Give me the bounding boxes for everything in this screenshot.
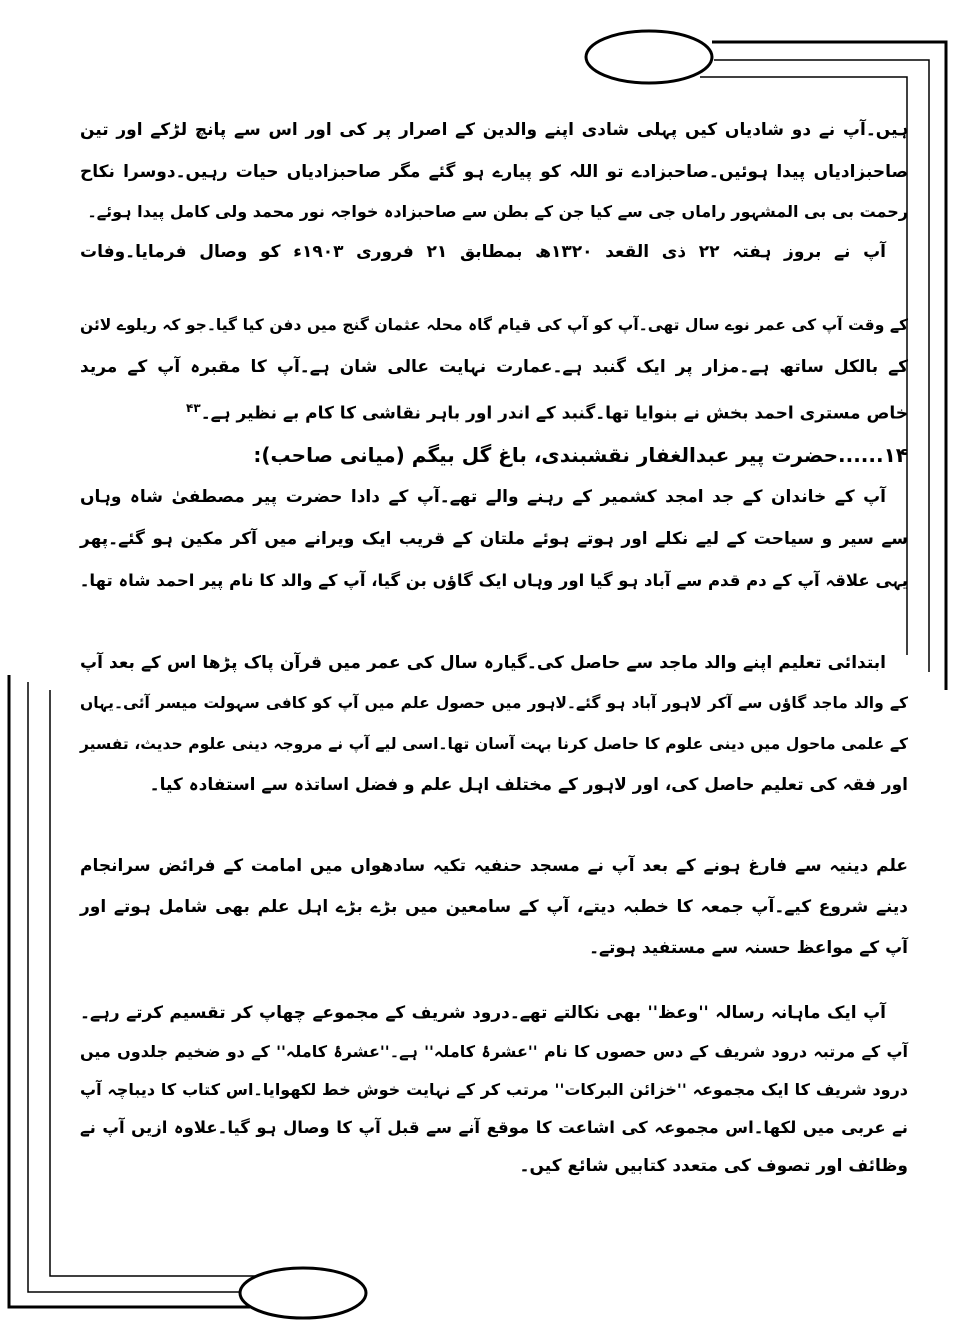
text-line: اور فقہ کی تعلیم حاصل کی، اور لاہور کے مختلف اہل علم و فضل اساتذہ سے استفادہ کیا۔ [149, 775, 908, 795]
text-line: آپ ایک ماہانہ رسالہ ''وعظ'' بھی نکالتے تھے۔درود شریف کے مجموعے چھاپ کر تقسیم کرتے رہے۔ [80, 1003, 886, 1023]
text-line: یہی علاقہ آپ کے دم قدم سے آباد ہو گیا اور وہاں ایک گاؤں بن گیا، آپ کے والد کا نام پیر احمد شاہ تھا۔ [79, 571, 908, 590]
text-line [80, 393, 908, 423]
text-line: کے وقت آپ کی عمر نوے سال تھی۔آپ کو آپ کی قیام گاہ محلہ عثمان گنج میں دفن کیا گیا۔جو کہ ریلوے لائن [80, 316, 908, 334]
text-line: کے علمی ماحول میں دینی علوم کا حاصل کرنا بہت آسان تھا۔اسی لیے آپ نے مروجہ دینی علوم حدیث، تفسیر [80, 735, 908, 753]
text-line: کے والد ماجد گاؤں سے آکر لاہور آباد ہو گئے۔لاہور میں حصول علم میں آپ کو کافی سہولت میسر آئی۔یہاں [80, 694, 908, 712]
top-oval-ornament [586, 31, 712, 83]
text-line: رحمت بی بی المشہور راماں جی سے کیا جن کے بطن سے صاحبزادہ خواجہ نور محمد ولی کامل پیدا ہوئے۔ [87, 202, 908, 221]
text-line: آپ کے مواعظ حسنہ سے مستفید ہوتے۔ [589, 938, 908, 958]
text-line: کے بالکل ساتھ ہے۔مزار پر ایک گنبد ہے۔عمارت نہایت عالی شان ہے۔آپ کا مقبرہ آپ کے مرید [80, 357, 908, 377]
text-line: ہیں۔آپ نے دو شادیاں کیں پہلی شادی اپنے والدین کے اصرار پر کی اور اس سے پانچ لڑکے اور تین [80, 120, 908, 140]
text-line: نے عربی میں لکھا۔اس مجموعہ کی اشاعت کا موقع آنے سے قبل آپ کا وصال ہو گیا۔علاوہ ازیں آپ نے [80, 1118, 908, 1137]
bottom-oval-ornament [240, 1268, 366, 1318]
text-line: دینے شروع کیے۔آپ جمعہ کا خطبہ دیتے، آپ کے سامعین میں بڑے بڑے اہل علم بھی شامل ہوتے اور [80, 897, 908, 917]
text-line: وظائف اور تصوف کی متعدد کتابیں شائع کیں۔ [519, 1156, 908, 1176]
footnote-marker: ۴۳ [186, 401, 201, 415]
text-line: آپ کے خاندان کے جد امجد کشمیر کے رہنے والے تھے۔آپ کے دادا حضرت پیر مصطفیٰ شاہ وہاں [80, 487, 886, 507]
text-line: صاحبزادیاں پیدا ہوئیں۔صاحبزادے تو اللہ کو پیارے ہو گئے مگر صاحبزادیاں حیات رہیں۔دوسرا نکاح [80, 162, 908, 182]
text-line: آپ کے مرتبہ درود شریف کے دس حصوں کا نام ''عشرۂ کاملہ'' ہے۔''عشرۂ کاملہ'' کے دو ضخیم جلدوں میں [80, 1042, 908, 1061]
text-line: درود شریف کا ایک مجموعہ ''خزائن البرکات'' مرتب کر کے نہایت خوش خط لکھوایا۔اس کتاب کا دیباچہ آپ [80, 1080, 908, 1099]
section-heading: ۱۴......حضرت پیر عبدالغفار نقشبندی، باغ گل بیگم (میانی صاحب): [253, 443, 908, 467]
text-line: ابتدائی تعلیم اپنے والد ماجد سے حاصل کی۔گیارہ سال کی عمر میں قرآن پاک پڑھا اس کے بعد آپ [80, 653, 886, 673]
text-line: علم دینیہ سے فارغ ہونے کے بعد آپ نے مسجد حنفیہ تکیہ سادھواں میں امامت کے فرائض سرانجام [80, 856, 908, 876]
text-line-content: خاص مستری احمد بخش نے بنوایا تھا۔گنبد کے اندر اور باہر نقاشی کا کام بے نظیر ہے۔ [200, 403, 908, 424]
text-line: آپ نے بروز ہفتہ ۲۲ ذی القعد ۱۳۲۰ھ بمطابق ۲۱ فروری ۱۹۰۳ء کو وصال فرمایا۔وفات [80, 242, 886, 262]
text-line: سے سیر و سیاحت کے لیے نکلے اور ہوتے ہوئے ملتان کے قریب ایک ویرانے میں آکر مکین ہو گئے۔پھر [80, 529, 908, 549]
